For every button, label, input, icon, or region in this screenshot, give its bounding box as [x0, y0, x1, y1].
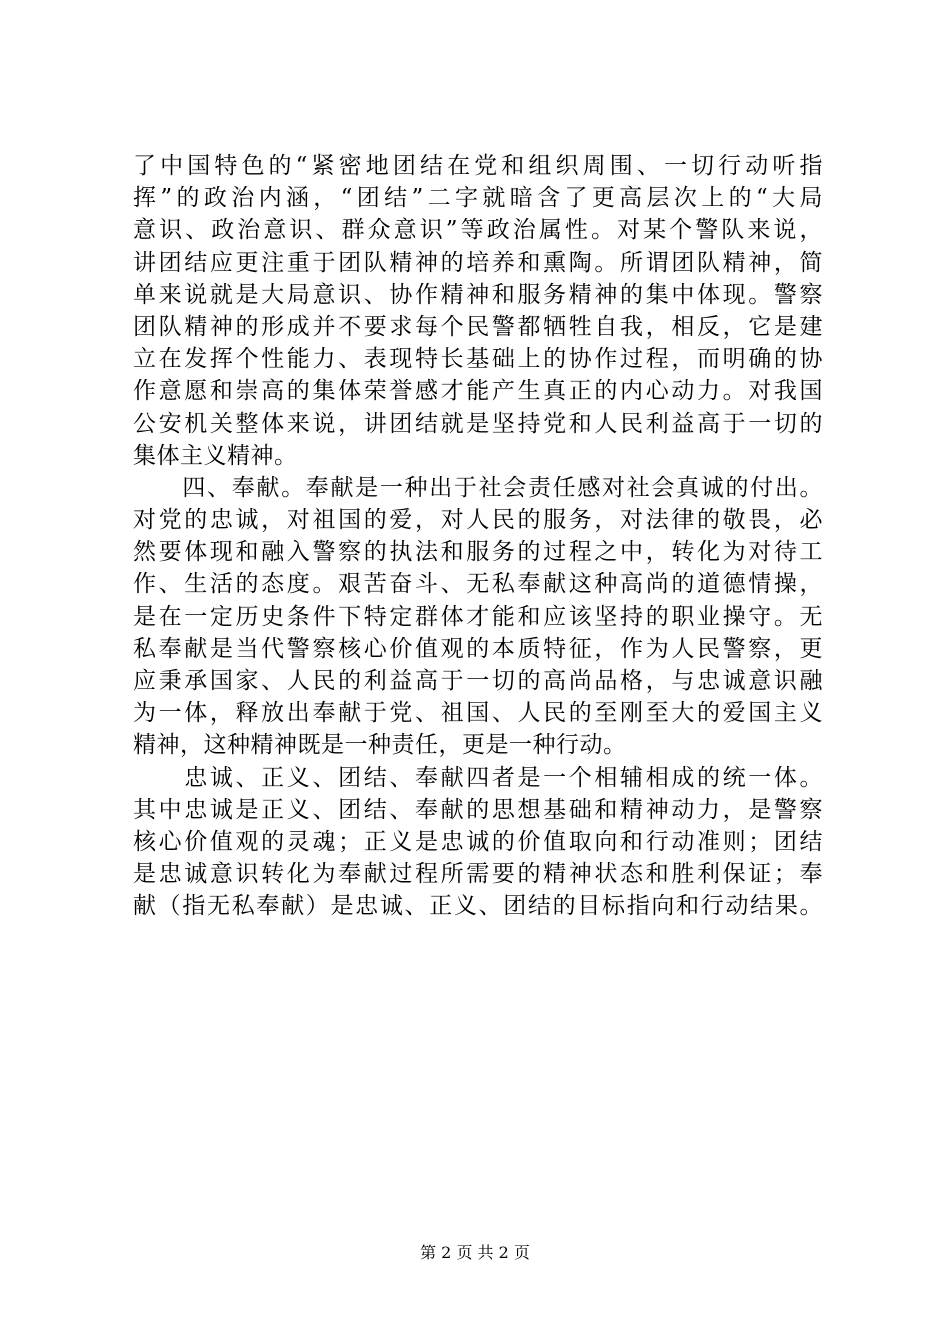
text-line: 挥”的政治内涵，“团结”二字就暗含了更高层次上的“大局 — [133, 185, 823, 212]
text-line: 是在一定历史条件下特定群体才能和应该坚持的职业操守。无 — [133, 603, 823, 630]
text-line: 应秉承国家、人民的利益高于一切的高尚品格，与忠诚意识融 — [133, 668, 823, 694]
text-line: 立在发挥个性能力、表现特长基础上的协作过程，而明确的协 — [133, 346, 823, 373]
text-line: 忠诚、正义、团结、奉献四者是一个相辅相成的统一体。 — [133, 764, 823, 791]
text-line: 其中忠诚是正义、团结、奉献的思想基础和精神动力，是警察 — [133, 796, 823, 823]
text-line: 核心价值观的灵魂；正义是忠诚的价值取向和行动准则；团结 — [133, 828, 823, 855]
page-number-footer: 第 2 页 共 2 页 — [420, 1243, 530, 1262]
text-line: 作意愿和崇高的集体荣誉感才能产生真正的内心动力。对我国 — [133, 378, 823, 405]
text-line: 四、奉献。奉献是一种出于社会责任感对社会真诚的付出。 — [133, 474, 823, 501]
text-line: 是忠诚意识转化为奉献过程所需要的精神状态和胜利保证；奉 — [133, 861, 823, 888]
text-line: 为一体，释放出奉献于党、祖国、人民的至刚至大的爱国主义 — [133, 700, 823, 727]
text-line: 意识、政治意识、群众意识”等政治属性。对某个警队来说， — [133, 217, 823, 244]
text-line: 集体主义精神。 — [133, 442, 298, 469]
text-line: 讲团结应更注重于团队精神的培养和熏陶。所谓团队精神，简 — [133, 249, 823, 276]
text-line: 公安机关整体来说，讲团结就是坚持党和人民利益高于一切的 — [133, 410, 823, 437]
text-line: 了中国特色的“紧密地团结在党和组织周围、一切行动听指 — [133, 153, 823, 179]
text-line: 对党的忠诚，对祖国的爱，对人民的服务，对法律的敬畏，必 — [133, 507, 823, 534]
body-text — [133, 150, 823, 923]
text-line: 单来说就是大局意识、协作精神和服务精神的集中体现。警察 — [133, 281, 823, 308]
text-line: 私奉献是当代警察核心价值观的本质特征，作为人民警察，更 — [133, 635, 823, 662]
text-line: 精神，这种精神既是一种责任，更是一种行动。 — [133, 732, 627, 759]
text-line: 然要体现和融入警察的执法和服务的过程之中，转化为对待工 — [133, 539, 823, 566]
text-line: 团队精神的形成并不要求每个民警都牺牲自我，相反，它是建 — [133, 313, 823, 340]
text-line: 作、生活的态度。艰苦奋斗、无私奉献这种高尚的道德情操， — [133, 571, 823, 598]
text-line: 献（指无私奉献）是忠诚、正义、团结的目标指向和行动结果。 — [133, 893, 823, 920]
